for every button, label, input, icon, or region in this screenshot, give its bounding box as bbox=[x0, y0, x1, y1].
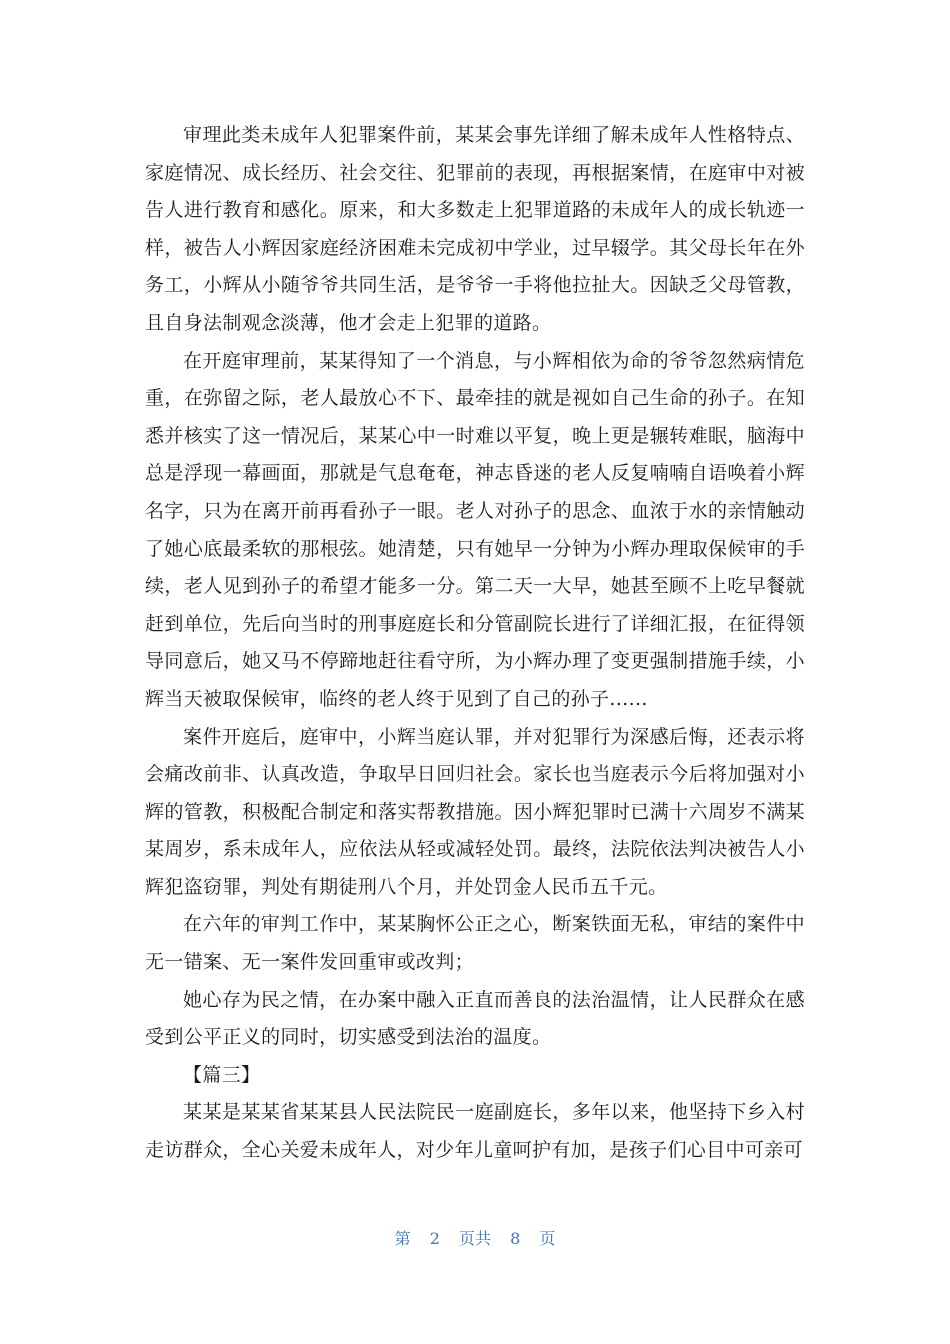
paragraph-4: 在六年的审判工作中，某某胸怀公正之心，断案铁面无私，审结的案件中无一错案、无一案件发回重审或改判； bbox=[145, 913, 805, 974]
page-footer bbox=[0, 1226, 950, 1249]
paragraph-6: 某某是某某省某某县人民法院民一庭副庭长，多年以来，他坚持下乡入村走访群众，全心关爱未成年人，对少年儿童呵护有加，是孩子们心目中可亲可 bbox=[145, 1101, 805, 1162]
paragraph-3: 案件开庭后，庭审中，小辉当庭认罪，并对犯罪行为深感后悔，还表示将会痛改前非、认真改造，争取早日回归社会。家长也当庭表示今后将加强对小辉的管教，积极配合制定和落实帮教措施。因小辉犯罪时已满十六周岁不满某某周岁，系未成年人，应依法从轻或减轻处罚。最终，法院依法判决被告人小辉犯盗窃罪，判处有期徒刑八个月，并处罚金人民币五千元。 bbox=[145, 725, 805, 898]
footer-prefix: 第 bbox=[394, 1229, 411, 1248]
footer-middle: 页共 bbox=[458, 1229, 491, 1248]
paragraph-2: 在开庭审理前，某某得知了一个消息，与小辉相依为命的爷爷忽然病情危重，在弥留之际，老人最放心不下、最牵挂的就是视如自己生命的孙子。在知悉并核实了这一情况后，某某心中一时难以平复，晚上更是辗转难眠，脑海中总是浮现一幕画面，那就是气息奄奄，神志昏迷的老人反复喃喃自语唤着小辉名字，只为在离开前再看孙子一眼。老人对孙子的思念、血浓于水的亲情触动了她心底最柔软的那根弦。她清楚，只有她早一分钟为小辉办理取保候审的手续，老人见到孙子的希望才能多一分。第二天一大早，她甚至顾不上吃早餐就赶到单位，先后向当时的刑事庭庭长和分管副院长进行了详细汇报，在征得领导同意后，她又马不停蹄地赶往看守所，为小辉办理了变更强制措施手续，小辉当天被取保候审，临终的老人终于见到了自己的孙子...... bbox=[145, 349, 805, 710]
footer-total-pages: 8 bbox=[510, 1229, 521, 1248]
paragraph-5: 她心存为民之情，在办案中融入正直而善良的法治温情，让人民群众在感受到公平正义的同时，切实感受到法治的温度。 bbox=[145, 988, 805, 1049]
section-heading: 【篇三】 bbox=[183, 1063, 261, 1086]
footer-suffix: 页 bbox=[539, 1229, 556, 1248]
footer-current-page: 2 bbox=[429, 1229, 440, 1248]
document-body bbox=[145, 117, 805, 1170]
paragraph-1: 审理此类未成年人犯罪案件前，某某会事先详细了解未成年人性格特点、家庭情况、成长经历、社会交往、犯罪前的表现，再根据案情，在庭审中对被告人进行教育和感化。原来，和大多数走上犯罪道路的未成年人的成长轨迹一样，被告人小辉因家庭经济困难未完成初中学业，过早辍学。其父母长年在外务工，小辉从小随爷爷共同生活，是爷爷一手将他拉扯大。因缺乏父母管教，且自身法制观念淡薄，他才会走上犯罪的道路。 bbox=[145, 124, 805, 334]
